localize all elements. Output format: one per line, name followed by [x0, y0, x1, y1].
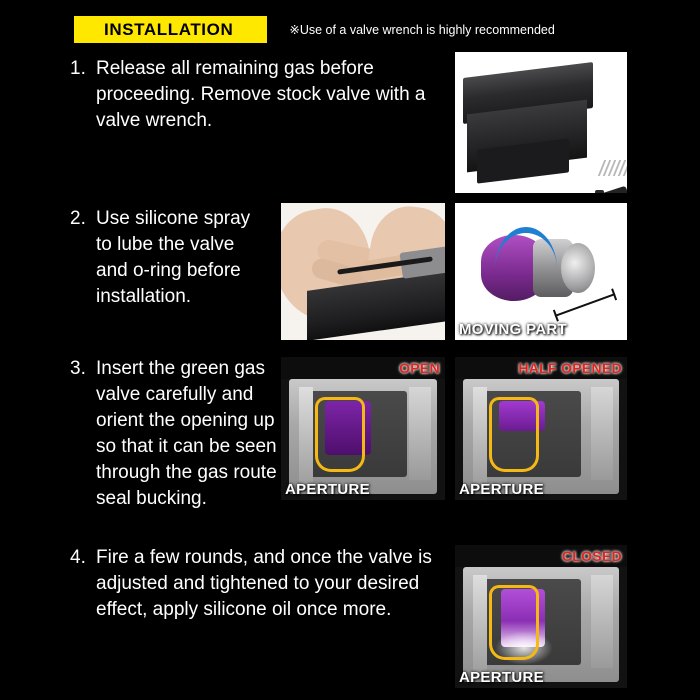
step-3-text: Insert the green gas valve carefully and orient the opening up so that it can be seen through the gas route seal bucking.: [96, 358, 277, 509]
left-rail: [473, 575, 487, 672]
aperture-outline-icon: [489, 413, 539, 472]
step-3: [70, 356, 280, 512]
open-label: OPEN: [399, 360, 440, 376]
valve-cap: [561, 243, 595, 293]
moving-part-caption: MOVING PART: [459, 321, 568, 338]
right-rail: [409, 387, 431, 480]
right-rail: [591, 575, 613, 668]
step-1: [70, 56, 440, 134]
step-4-text: Fire a few rounds, and once the valve is adjusted and tightened to your desired effect, apply silicone oil once more.: [96, 547, 432, 620]
left-rail: [299, 387, 313, 484]
aperture-caption: APERTURE: [459, 481, 544, 498]
silicone-spray-photo: [281, 203, 445, 340]
aperture-outline-icon: [315, 413, 365, 472]
aperture-caption: APERTURE: [459, 669, 544, 686]
step-1-text: Release all remaining gas before proceeding. Remove stock valve with a valve wrench.: [96, 58, 426, 131]
closed-label: CLOSED: [561, 548, 622, 564]
half-opened-label: HALF OPENED: [518, 360, 622, 376]
header-note: ※Use of a valve wrench is highly recommended: [289, 22, 555, 37]
step-2: [70, 206, 270, 310]
aperture-outline-icon: [489, 601, 539, 660]
moving-part-photo: [455, 203, 627, 340]
section-badge: INSTALLATION: [74, 16, 267, 43]
step-2-text: Use silicone spray to lube the valve and o-ring before installation.: [96, 208, 251, 307]
step-4: [70, 545, 460, 623]
aperture-open-photo: [281, 357, 445, 500]
right-rail: [591, 387, 613, 480]
header: [74, 14, 682, 44]
spring: [601, 160, 627, 176]
aperture-half-opened-photo: [455, 357, 627, 500]
left-rail: [473, 387, 487, 484]
step-4-number: 4.: [70, 547, 86, 568]
stock-valve-removal-photo: [455, 52, 627, 193]
step-2-number: 2.: [70, 208, 86, 229]
step-3-number: 3.: [70, 358, 86, 379]
aperture-caption: APERTURE: [285, 481, 370, 498]
aperture-closed-photo: [455, 545, 627, 688]
step-1-number: 1.: [70, 58, 86, 79]
